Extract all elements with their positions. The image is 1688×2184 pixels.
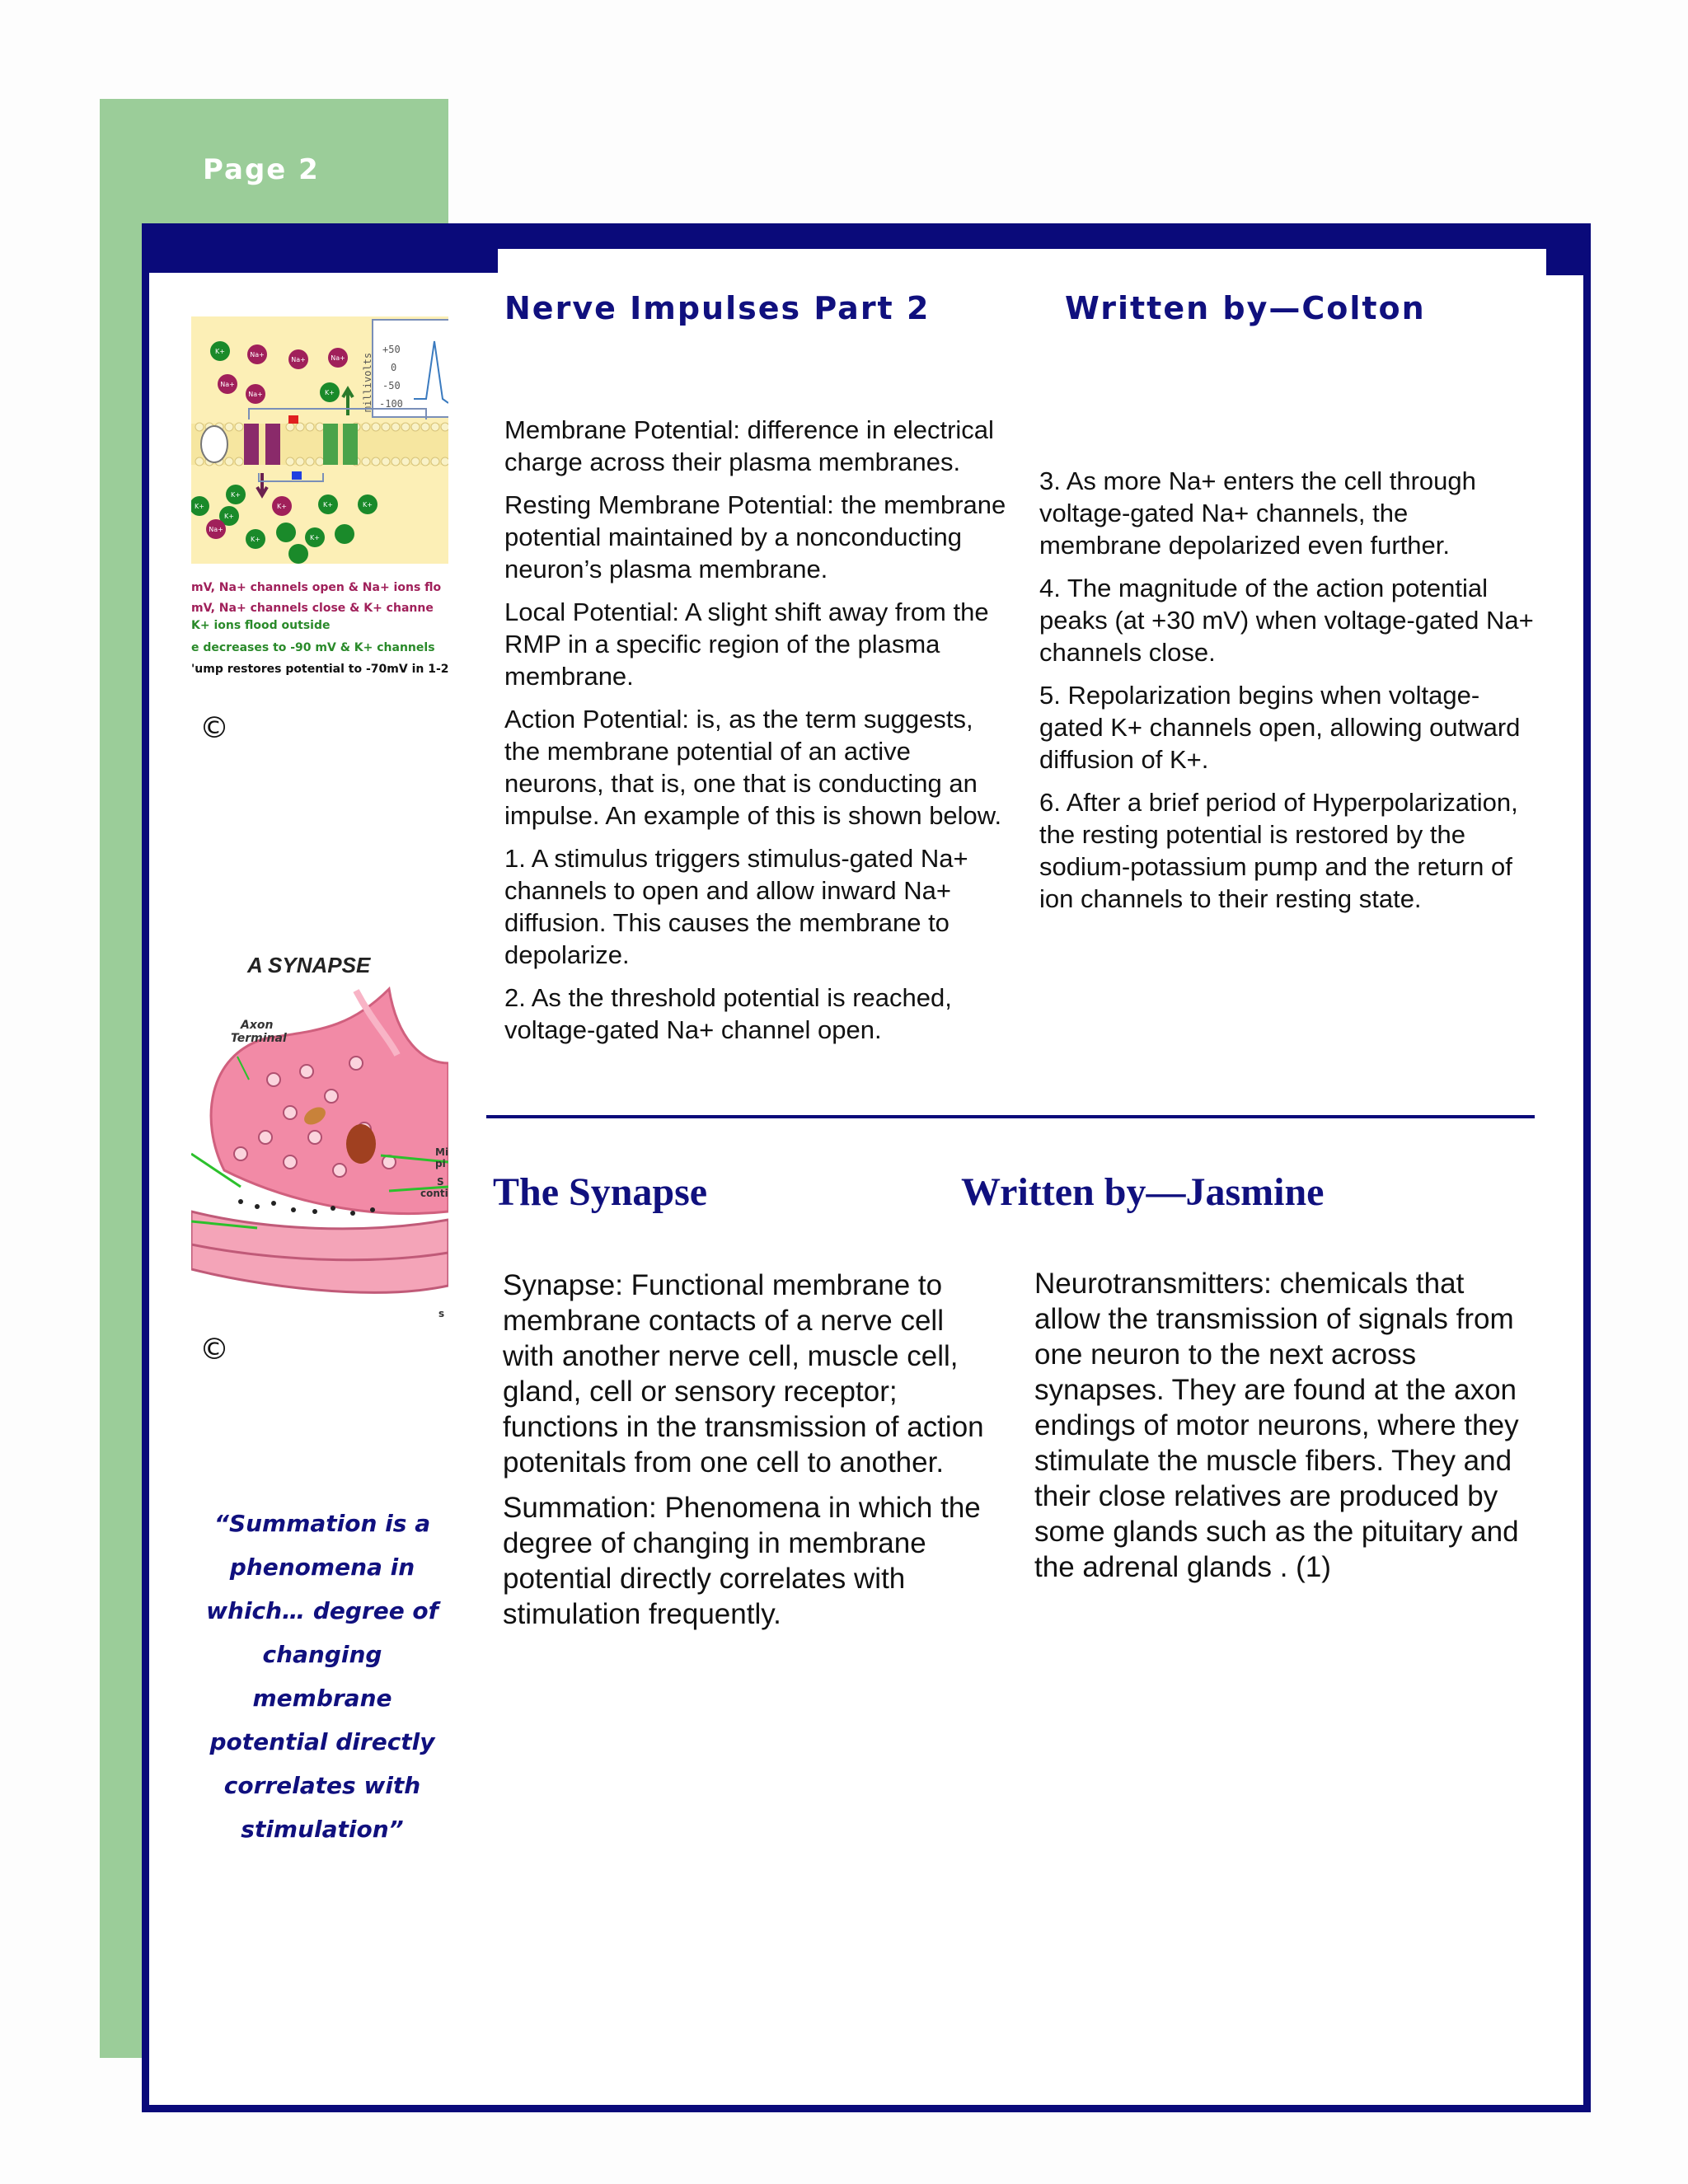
label-cont: conti bbox=[420, 1188, 448, 1199]
caption-line: mV, Na+ channels close & K+ channe bbox=[191, 602, 434, 615]
label-mi: Mi bbox=[435, 1146, 448, 1158]
tick-label: -50 bbox=[382, 380, 401, 391]
band-right-notch bbox=[1546, 249, 1591, 275]
paragraph: Summation: Phenomena in which the degree of changing in membrane potential directly correlates with stimulation frequently. bbox=[503, 1492, 981, 1630]
caption-line: e decreases to -90 mV & K+ channels bbox=[191, 641, 435, 654]
ion-label: Na+ bbox=[248, 391, 263, 398]
article-column-left bbox=[503, 1268, 997, 1642]
ion-label: K+ bbox=[325, 389, 335, 396]
ion-label: K+ bbox=[224, 513, 234, 520]
ion-label: K+ bbox=[277, 503, 287, 510]
paragraph: 1. A stimulus triggers stimulus-gated Na+ channels to open and allow inward Na+ diffusion. This causes the membrane to depolarize. bbox=[504, 844, 968, 969]
paragraph: Local Potential: A slight shift away from the RMP in a specific region of the plasma membrane. bbox=[504, 598, 989, 691]
action-potential-figure bbox=[191, 316, 448, 694]
caption-line: mV, Na+ channels open & Na+ ions flo bbox=[191, 581, 442, 594]
paragraph: Synapse: Functional membrane to membrane contacts of a nerve cell with another nerve cell, muscle cell, gland, cell or sensory receptor; functions in the transmission of action potenitals from one cell to another. bbox=[503, 1269, 984, 1479]
label-s2: s bbox=[438, 1308, 445, 1319]
ion-label: K+ bbox=[231, 491, 241, 499]
ion-label: Na+ bbox=[220, 381, 235, 388]
article-byline: Written by—Jasmine bbox=[961, 1170, 1325, 1214]
caption-line: 'ump restores potential to -70mV in 1-2 bbox=[191, 663, 448, 676]
label-pi: pi bbox=[435, 1158, 446, 1169]
paragraph: 4. The magnitude of the action potential peaks (at +30 mV) when voltage-gated Na+ channels close. bbox=[1039, 574, 1534, 667]
paragraph: 5. Repolarization begins when voltage-gated K+ channels open, allowing outward diffusion of K+. bbox=[1039, 681, 1521, 774]
figure-title: A SYNAPSE bbox=[247, 953, 371, 977]
synapse-diagram bbox=[191, 940, 448, 1323]
paragraph: Action Potential: is, as the term suggests, the membrane potential of an active neurons, that is, one that is conducting an impulse. An example of this is shown below. bbox=[504, 705, 1002, 830]
paragraph: 3. As more Na+ enters the cell through voltage-gated Na+ channels, the membrane depolarized even further. bbox=[1039, 466, 1476, 560]
synapse-figure bbox=[191, 940, 448, 1323]
tick-label: -100 bbox=[379, 398, 403, 410]
label-s: S bbox=[437, 1176, 444, 1188]
ion-label: Na+ bbox=[291, 356, 306, 363]
article-title: The Synapse bbox=[493, 1170, 708, 1214]
ion-label: K+ bbox=[363, 501, 373, 509]
article-byline: Written by—Colton bbox=[1065, 290, 1426, 326]
ion-label: K+ bbox=[310, 534, 320, 541]
article-column-left bbox=[504, 414, 1007, 1057]
ion-label: K+ bbox=[323, 501, 333, 509]
ion-label: K+ bbox=[215, 348, 225, 355]
label-axon: Axon bbox=[241, 1019, 274, 1032]
article-title: Nerve Impulses Part 2 bbox=[504, 290, 931, 326]
action-potential-diagram bbox=[191, 316, 448, 694]
caption-line: K+ ions flood outside bbox=[191, 619, 331, 632]
ion-label: K+ bbox=[195, 503, 204, 510]
ion-label: Na+ bbox=[331, 354, 345, 362]
paragraph: Resting Membrane Potential: the membrane potential maintained by a nonconducting neuron’s plasma membrane. bbox=[504, 490, 1006, 583]
tick-label: +50 bbox=[382, 344, 401, 355]
label-terminal: Terminal bbox=[231, 1032, 287, 1045]
paragraph: Neurotransmitters: chemicals that allow the transmission of signals from one neuron to the next across synapses. They are found at the axon endings of motor neurons, where they stimulate the muscle fibers. They and their close relatives are produced by some glands such as the pituitary and the adrenal glands . (1) bbox=[1034, 1268, 1519, 1583]
ion-label: Na+ bbox=[209, 526, 223, 533]
page-label: Page 2 bbox=[203, 153, 320, 186]
paragraph: 2. As the threshold potential is reached, voltage-gated Na+ channel open. bbox=[504, 983, 952, 1044]
ion-label: K+ bbox=[251, 536, 260, 543]
ion-label: Na+ bbox=[250, 351, 265, 359]
section-divider bbox=[486, 1115, 1535, 1118]
article-column-right bbox=[1034, 1266, 1537, 1595]
copyright-symbol: © bbox=[199, 711, 229, 745]
pull-quote: “Summation is a phenomena in which… degree of changing membrane potential directly correlates with stimulation” bbox=[206, 1510, 438, 1843]
paragraph: Membrane Potential: difference in electrical charge across their plasma membranes. bbox=[504, 415, 994, 476]
copyright-symbol: © bbox=[199, 1333, 229, 1366]
axis-label: millivolts bbox=[362, 352, 373, 413]
paragraph: 6. After a brief period of Hyperpolarization, the resting potential is restored by the sodium-potassium pump and the return of ion channels to their resting state. bbox=[1039, 788, 1518, 913]
tick-label: 0 bbox=[391, 362, 397, 373]
article-column-right bbox=[1039, 465, 1534, 926]
